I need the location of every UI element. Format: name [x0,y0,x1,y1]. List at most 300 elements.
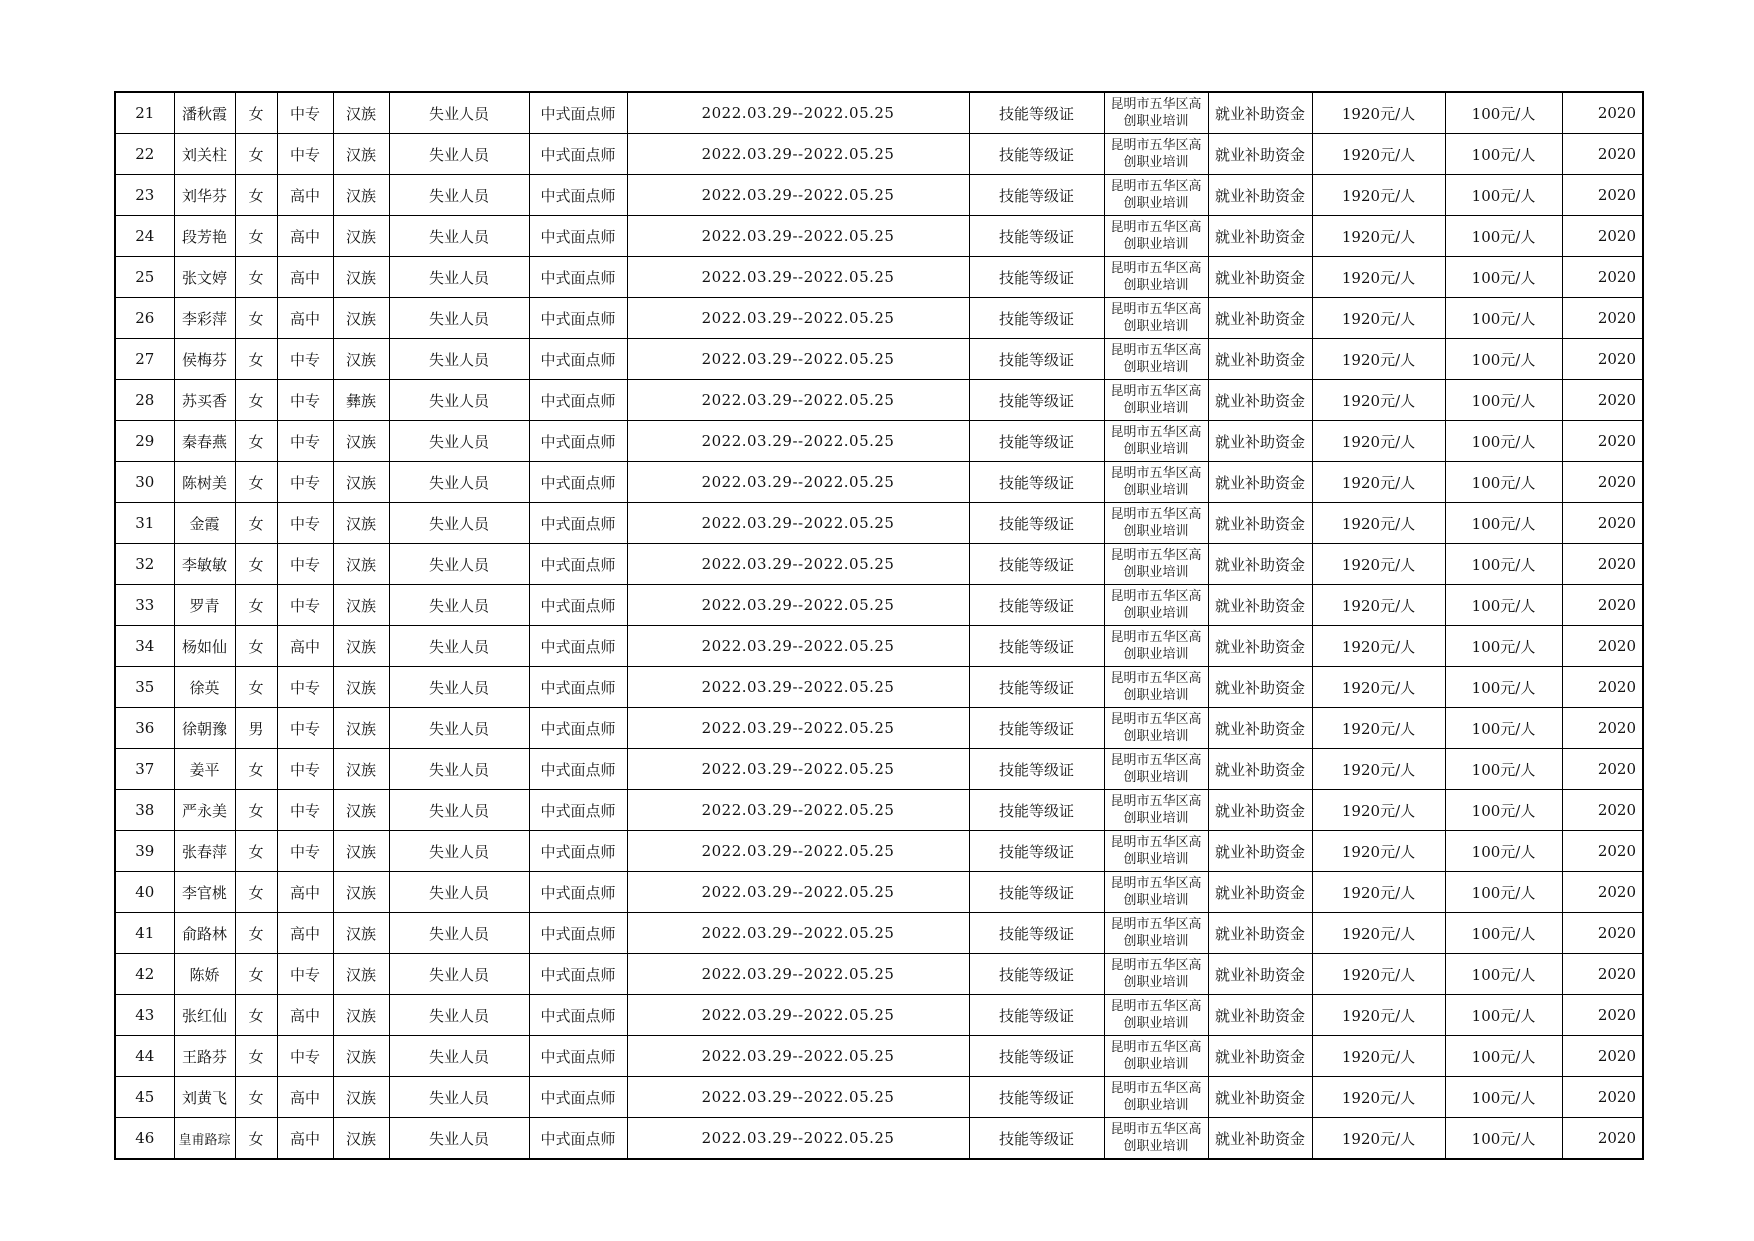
row-number-cell: 33 [115,585,174,626]
trade-cell: 中式面点师 [529,1118,627,1160]
gender-cell: 女 [235,667,277,708]
name-cell: 陈娇 [174,954,235,995]
training-period-cell: 2022.03.29--2022.05.25 [627,216,969,257]
table-row [115,339,1643,380]
certificate-cell: 技能等级证 [969,913,1104,954]
year-cell: 2020 [1562,667,1643,708]
ethnicity-cell: 汉族 [333,831,389,872]
subsidy-cell: 1920元/人 [1312,380,1445,421]
institution-cell: 昆明市五华区高创职业培训 [1104,1077,1208,1118]
institution-cell: 昆明市五华区高创职业培训 [1104,995,1208,1036]
category-cell: 失业人员 [389,421,529,462]
education-cell: 高中 [277,872,333,913]
gender-cell: 女 [235,298,277,339]
extra-subsidy-cell: 100元/人 [1445,380,1562,421]
education-cell: 中专 [277,1036,333,1077]
fund-source-cell: 就业补助资金 [1208,462,1312,503]
certificate-cell: 技能等级证 [969,1036,1104,1077]
table-row [115,380,1643,421]
fund-source-cell: 就业补助资金 [1208,872,1312,913]
year-cell: 2020 [1562,92,1643,134]
row-number-cell: 29 [115,421,174,462]
extra-subsidy-cell: 100元/人 [1445,995,1562,1036]
institution-cell: 昆明市五华区高创职业培训 [1104,626,1208,667]
institution-cell: 昆明市五华区高创职业培训 [1104,790,1208,831]
trade-cell: 中式面点师 [529,339,627,380]
ethnicity-cell: 汉族 [333,872,389,913]
education-cell: 中专 [277,134,333,175]
category-cell: 失业人员 [389,1118,529,1160]
category-cell: 失业人员 [389,708,529,749]
institution-cell: 昆明市五华区高创职业培训 [1104,134,1208,175]
ethnicity-cell: 汉族 [333,503,389,544]
table-row [115,585,1643,626]
table-body [115,92,1643,1159]
subsidy-cell: 1920元/人 [1312,667,1445,708]
name-cell: 刘关柱 [174,134,235,175]
table-row [115,175,1643,216]
category-cell: 失业人员 [389,790,529,831]
training-period-cell: 2022.03.29--2022.05.25 [627,380,969,421]
table-row [115,298,1643,339]
row-number-cell: 26 [115,298,174,339]
subsidy-cell: 1920元/人 [1312,339,1445,380]
name-cell: 李彩萍 [174,298,235,339]
category-cell: 失业人员 [389,1077,529,1118]
trade-cell: 中式面点师 [529,380,627,421]
education-cell: 中专 [277,790,333,831]
row-number-cell: 46 [115,1118,174,1160]
year-cell: 2020 [1562,626,1643,667]
fund-source-cell: 就业补助资金 [1208,92,1312,134]
name-cell: 罗青 [174,585,235,626]
institution-cell: 昆明市五华区高创职业培训 [1104,462,1208,503]
training-period-cell: 2022.03.29--2022.05.25 [627,872,969,913]
extra-subsidy-cell: 100元/人 [1445,1036,1562,1077]
row-number-cell: 43 [115,995,174,1036]
training-period-cell: 2022.03.29--2022.05.25 [627,995,969,1036]
row-number-cell: 41 [115,913,174,954]
gender-cell: 女 [235,462,277,503]
extra-subsidy-cell: 100元/人 [1445,831,1562,872]
education-cell: 中专 [277,503,333,544]
year-cell: 2020 [1562,954,1643,995]
institution-cell: 昆明市五华区高创职业培训 [1104,503,1208,544]
training-period-cell: 2022.03.29--2022.05.25 [627,1118,969,1160]
certificate-cell: 技能等级证 [969,790,1104,831]
subsidy-cell: 1920元/人 [1312,92,1445,134]
name-cell: 陈树美 [174,462,235,503]
ethnicity-cell: 汉族 [333,708,389,749]
certificate-cell: 技能等级证 [969,257,1104,298]
gender-cell: 女 [235,585,277,626]
table-row [115,995,1643,1036]
subsidy-cell: 1920元/人 [1312,1118,1445,1160]
row-number-cell: 45 [115,1077,174,1118]
trade-cell: 中式面点师 [529,462,627,503]
ethnicity-cell: 汉族 [333,257,389,298]
extra-subsidy-cell: 100元/人 [1445,1077,1562,1118]
table-row [115,134,1643,175]
year-cell: 2020 [1562,298,1643,339]
row-number-cell: 28 [115,380,174,421]
category-cell: 失业人员 [389,913,529,954]
institution-cell: 昆明市五华区高创职业培训 [1104,257,1208,298]
year-cell: 2020 [1562,134,1643,175]
certificate-cell: 技能等级证 [969,462,1104,503]
year-cell: 2020 [1562,175,1643,216]
table-row [115,708,1643,749]
training-period-cell: 2022.03.29--2022.05.25 [627,298,969,339]
name-cell: 皇甫路琮 [174,1118,235,1160]
year-cell: 2020 [1562,257,1643,298]
training-period-cell: 2022.03.29--2022.05.25 [627,667,969,708]
gender-cell: 男 [235,708,277,749]
ethnicity-cell: 汉族 [333,749,389,790]
gender-cell: 女 [235,749,277,790]
gender-cell: 女 [235,544,277,585]
trade-cell: 中式面点师 [529,913,627,954]
table-row [115,913,1643,954]
subsidy-cell: 1920元/人 [1312,954,1445,995]
institution-cell: 昆明市五华区高创职业培训 [1104,954,1208,995]
category-cell: 失业人员 [389,298,529,339]
fund-source-cell: 就业补助资金 [1208,1077,1312,1118]
gender-cell: 女 [235,790,277,831]
ethnicity-cell: 汉族 [333,134,389,175]
subsidy-cell: 1920元/人 [1312,216,1445,257]
table-row [115,954,1643,995]
gender-cell: 女 [235,995,277,1036]
year-cell: 2020 [1562,380,1643,421]
fund-source-cell: 就业补助资金 [1208,667,1312,708]
category-cell: 失业人员 [389,954,529,995]
education-cell: 高中 [277,298,333,339]
year-cell: 2020 [1562,544,1643,585]
education-cell: 中专 [277,380,333,421]
year-cell: 2020 [1562,995,1643,1036]
name-cell: 刘黄飞 [174,1077,235,1118]
row-number-cell: 36 [115,708,174,749]
table-row [115,667,1643,708]
education-cell: 中专 [277,749,333,790]
trade-cell: 中式面点师 [529,421,627,462]
training-period-cell: 2022.03.29--2022.05.25 [627,544,969,585]
education-cell: 高中 [277,1077,333,1118]
certificate-cell: 技能等级证 [969,298,1104,339]
gender-cell: 女 [235,1118,277,1160]
subsidy-cell: 1920元/人 [1312,503,1445,544]
training-period-cell: 2022.03.29--2022.05.25 [627,462,969,503]
category-cell: 失业人员 [389,339,529,380]
category-cell: 失业人员 [389,92,529,134]
trade-cell: 中式面点师 [529,257,627,298]
row-number-cell: 30 [115,462,174,503]
trade-cell: 中式面点师 [529,1036,627,1077]
education-cell: 中专 [277,708,333,749]
extra-subsidy-cell: 100元/人 [1445,544,1562,585]
row-number-cell: 32 [115,544,174,585]
subsidy-cell: 1920元/人 [1312,749,1445,790]
table-row [115,216,1643,257]
row-number-cell: 22 [115,134,174,175]
fund-source-cell: 就业补助资金 [1208,421,1312,462]
name-cell: 杨如仙 [174,626,235,667]
row-number-cell: 42 [115,954,174,995]
education-cell: 中专 [277,667,333,708]
table-row [115,1077,1643,1118]
trade-cell: 中式面点师 [529,544,627,585]
trade-cell: 中式面点师 [529,667,627,708]
row-number-cell: 38 [115,790,174,831]
year-cell: 2020 [1562,1036,1643,1077]
certificate-cell: 技能等级证 [969,872,1104,913]
year-cell: 2020 [1562,339,1643,380]
certificate-cell: 技能等级证 [969,544,1104,585]
certificate-cell: 技能等级证 [969,995,1104,1036]
education-cell: 中专 [277,339,333,380]
fund-source-cell: 就业补助资金 [1208,585,1312,626]
ethnicity-cell: 汉族 [333,175,389,216]
table-row [115,1118,1643,1160]
category-cell: 失业人员 [389,462,529,503]
fund-source-cell: 就业补助资金 [1208,380,1312,421]
institution-cell: 昆明市五华区高创职业培训 [1104,913,1208,954]
education-cell: 高中 [277,216,333,257]
year-cell: 2020 [1562,1077,1643,1118]
category-cell: 失业人员 [389,831,529,872]
certificate-cell: 技能等级证 [969,421,1104,462]
training-period-cell: 2022.03.29--2022.05.25 [627,954,969,995]
row-number-cell: 23 [115,175,174,216]
institution-cell: 昆明市五华区高创职业培训 [1104,298,1208,339]
row-number-cell: 34 [115,626,174,667]
fund-source-cell: 就业补助资金 [1208,1036,1312,1077]
name-cell: 张文婷 [174,257,235,298]
extra-subsidy-cell: 100元/人 [1445,626,1562,667]
education-cell: 高中 [277,626,333,667]
table-row [115,462,1643,503]
fund-source-cell: 就业补助资金 [1208,954,1312,995]
institution-cell: 昆明市五华区高创职业培训 [1104,872,1208,913]
fund-source-cell: 就业补助资金 [1208,544,1312,585]
year-cell: 2020 [1562,1118,1643,1160]
training-period-cell: 2022.03.29--2022.05.25 [627,790,969,831]
training-period-cell: 2022.03.29--2022.05.25 [627,339,969,380]
subsidy-cell: 1920元/人 [1312,298,1445,339]
training-period-cell: 2022.03.29--2022.05.25 [627,175,969,216]
institution-cell: 昆明市五华区高创职业培训 [1104,831,1208,872]
row-number-cell: 31 [115,503,174,544]
row-number-cell: 25 [115,257,174,298]
gender-cell: 女 [235,380,277,421]
ethnicity-cell: 汉族 [333,913,389,954]
subsidy-cell: 1920元/人 [1312,1036,1445,1077]
subsidy-cell: 1920元/人 [1312,790,1445,831]
training-period-cell: 2022.03.29--2022.05.25 [627,585,969,626]
training-period-cell: 2022.03.29--2022.05.25 [627,831,969,872]
gender-cell: 女 [235,1036,277,1077]
extra-subsidy-cell: 100元/人 [1445,749,1562,790]
institution-cell: 昆明市五华区高创职业培训 [1104,667,1208,708]
fund-source-cell: 就业补助资金 [1208,708,1312,749]
gender-cell: 女 [235,421,277,462]
ethnicity-cell: 汉族 [333,626,389,667]
extra-subsidy-cell: 100元/人 [1445,708,1562,749]
institution-cell: 昆明市五华区高创职业培训 [1104,585,1208,626]
fund-source-cell: 就业补助资金 [1208,790,1312,831]
certificate-cell: 技能等级证 [969,503,1104,544]
name-cell: 苏买香 [174,380,235,421]
table-row [115,872,1643,913]
institution-cell: 昆明市五华区高创职业培训 [1104,380,1208,421]
subsidy-cell: 1920元/人 [1312,175,1445,216]
fund-source-cell: 就业补助资金 [1208,626,1312,667]
category-cell: 失业人员 [389,1036,529,1077]
trade-cell: 中式面点师 [529,790,627,831]
ethnicity-cell: 汉族 [333,1118,389,1160]
ethnicity-cell: 汉族 [333,339,389,380]
subsidy-cell: 1920元/人 [1312,421,1445,462]
certificate-cell: 技能等级证 [969,954,1104,995]
name-cell: 刘华芬 [174,175,235,216]
certificate-cell: 技能等级证 [969,749,1104,790]
trainee-table [114,91,1644,1160]
extra-subsidy-cell: 100元/人 [1445,421,1562,462]
certificate-cell: 技能等级证 [969,339,1104,380]
training-period-cell: 2022.03.29--2022.05.25 [627,749,969,790]
extra-subsidy-cell: 100元/人 [1445,134,1562,175]
training-period-cell: 2022.03.29--2022.05.25 [627,1077,969,1118]
ethnicity-cell: 汉族 [333,216,389,257]
ethnicity-cell: 汉族 [333,954,389,995]
row-number-cell: 21 [115,92,174,134]
year-cell: 2020 [1562,872,1643,913]
subsidy-cell: 1920元/人 [1312,585,1445,626]
ethnicity-cell: 汉族 [333,995,389,1036]
category-cell: 失业人员 [389,134,529,175]
certificate-cell: 技能等级证 [969,831,1104,872]
certificate-cell: 技能等级证 [969,626,1104,667]
training-period-cell: 2022.03.29--2022.05.25 [627,257,969,298]
year-cell: 2020 [1562,749,1643,790]
category-cell: 失业人员 [389,749,529,790]
category-cell: 失业人员 [389,544,529,585]
extra-subsidy-cell: 100元/人 [1445,790,1562,831]
fund-source-cell: 就业补助资金 [1208,134,1312,175]
table-row [115,1036,1643,1077]
institution-cell: 昆明市五华区高创职业培训 [1104,175,1208,216]
gender-cell: 女 [235,339,277,380]
name-cell: 俞路林 [174,913,235,954]
year-cell: 2020 [1562,503,1643,544]
institution-cell: 昆明市五华区高创职业培训 [1104,749,1208,790]
table-row [115,421,1643,462]
category-cell: 失业人员 [389,626,529,667]
name-cell: 张红仙 [174,995,235,1036]
extra-subsidy-cell: 100元/人 [1445,1118,1562,1160]
education-cell: 高中 [277,257,333,298]
name-cell: 王路芬 [174,1036,235,1077]
subsidy-cell: 1920元/人 [1312,544,1445,585]
row-number-cell: 35 [115,667,174,708]
extra-subsidy-cell: 100元/人 [1445,92,1562,134]
extra-subsidy-cell: 100元/人 [1445,667,1562,708]
certificate-cell: 技能等级证 [969,134,1104,175]
row-number-cell: 40 [115,872,174,913]
name-cell: 姜平 [174,749,235,790]
education-cell: 中专 [277,92,333,134]
fund-source-cell: 就业补助资金 [1208,216,1312,257]
certificate-cell: 技能等级证 [969,708,1104,749]
fund-source-cell: 就业补助资金 [1208,1118,1312,1160]
year-cell: 2020 [1562,790,1643,831]
ethnicity-cell: 汉族 [333,544,389,585]
extra-subsidy-cell: 100元/人 [1445,913,1562,954]
certificate-cell: 技能等级证 [969,585,1104,626]
education-cell: 中专 [277,462,333,503]
category-cell: 失业人员 [389,995,529,1036]
education-cell: 高中 [277,175,333,216]
fund-source-cell: 就业补助资金 [1208,175,1312,216]
gender-cell: 女 [235,913,277,954]
institution-cell: 昆明市五华区高创职业培训 [1104,1036,1208,1077]
trade-cell: 中式面点师 [529,175,627,216]
table-row [115,503,1643,544]
trade-cell: 中式面点师 [529,831,627,872]
row-number-cell: 44 [115,1036,174,1077]
trade-cell: 中式面点师 [529,1077,627,1118]
fund-source-cell: 就业补助资金 [1208,298,1312,339]
institution-cell: 昆明市五华区高创职业培训 [1104,1118,1208,1160]
institution-cell: 昆明市五华区高创职业培训 [1104,216,1208,257]
subsidy-cell: 1920元/人 [1312,1077,1445,1118]
table-row [115,790,1643,831]
trade-cell: 中式面点师 [529,134,627,175]
institution-cell: 昆明市五华区高创职业培训 [1104,544,1208,585]
subsidy-cell: 1920元/人 [1312,257,1445,298]
trade-cell: 中式面点师 [529,872,627,913]
training-period-cell: 2022.03.29--2022.05.25 [627,626,969,667]
gender-cell: 女 [235,134,277,175]
training-period-cell: 2022.03.29--2022.05.25 [627,134,969,175]
subsidy-cell: 1920元/人 [1312,708,1445,749]
subsidy-cell: 1920元/人 [1312,995,1445,1036]
gender-cell: 女 [235,503,277,544]
institution-cell: 昆明市五华区高创职业培训 [1104,421,1208,462]
education-cell: 高中 [277,1118,333,1160]
table-row [115,544,1643,585]
extra-subsidy-cell: 100元/人 [1445,298,1562,339]
name-cell: 李官桃 [174,872,235,913]
trade-cell: 中式面点师 [529,995,627,1036]
row-number-cell: 37 [115,749,174,790]
certificate-cell: 技能等级证 [969,92,1104,134]
extra-subsidy-cell: 100元/人 [1445,462,1562,503]
extra-subsidy-cell: 100元/人 [1445,216,1562,257]
ethnicity-cell: 彝族 [333,380,389,421]
training-period-cell: 2022.03.29--2022.05.25 [627,708,969,749]
table-row [115,626,1643,667]
category-cell: 失业人员 [389,175,529,216]
trade-cell: 中式面点师 [529,749,627,790]
education-cell: 中专 [277,831,333,872]
subsidy-cell: 1920元/人 [1312,626,1445,667]
gender-cell: 女 [235,216,277,257]
name-cell: 徐英 [174,667,235,708]
name-cell: 侯梅芬 [174,339,235,380]
gender-cell: 女 [235,872,277,913]
